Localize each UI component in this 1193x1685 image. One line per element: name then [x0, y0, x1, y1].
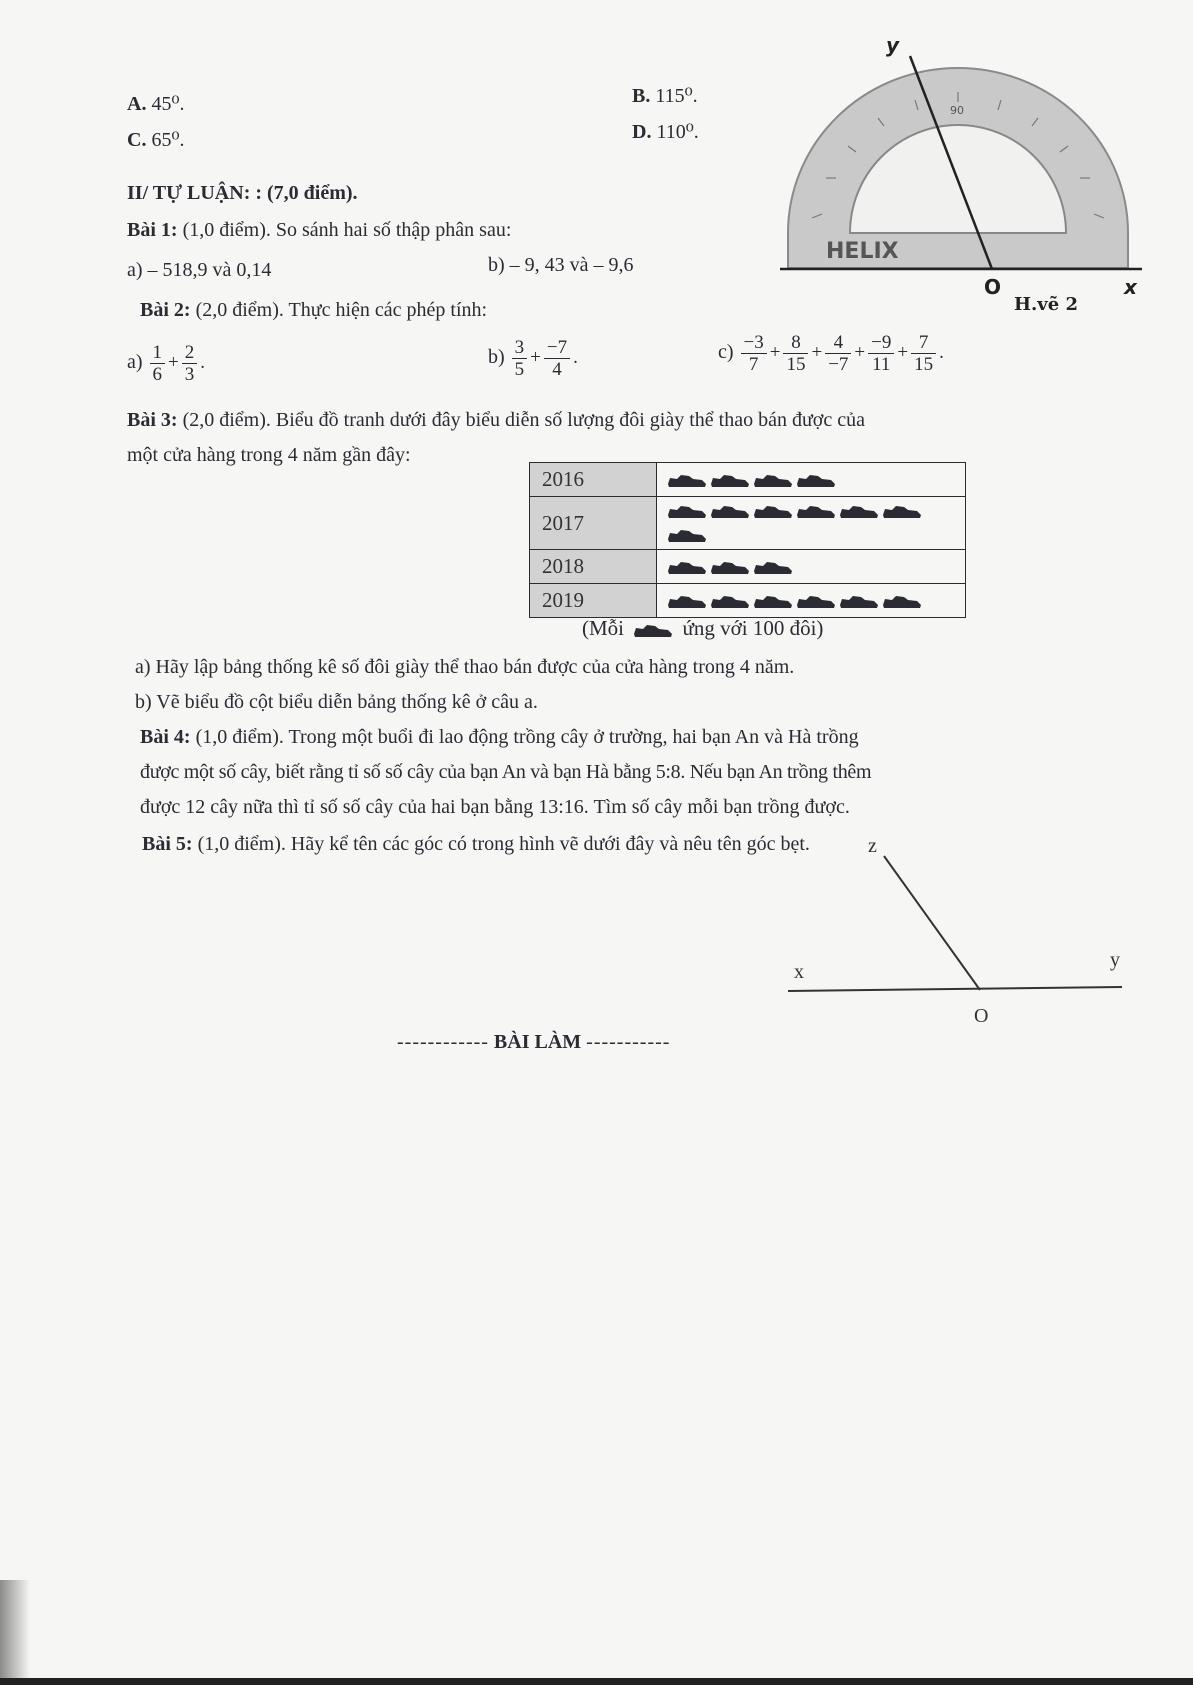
bai5-heading [142, 832, 810, 856]
shoe-icon [667, 503, 707, 519]
fraction: $\frac{4}{-7}$ [825, 332, 851, 375]
shoe-icon [796, 503, 836, 519]
answer-section-heading [397, 1030, 670, 1054]
shoe-icon [796, 472, 836, 488]
protractor-caption: H.vẽ 2 [1014, 294, 1078, 315]
bai1-label: Bài 1: [127, 219, 178, 241]
bai1-part-a: a) – 518,9 và 0,14 [127, 259, 272, 281]
pictogram-icons [657, 584, 966, 618]
shoe-icon [839, 503, 879, 519]
dashes-right: ----------- [586, 1031, 671, 1053]
pictogram-row [530, 463, 966, 497]
bai2-part-b: b) $\frac{3}{5}$ + $\frac{-7}{4}$ . [488, 336, 578, 380]
shoe-icon [753, 593, 793, 609]
option-b-key: B. [632, 85, 651, 107]
fraction: $\frac{1}{6}$ [150, 342, 166, 385]
pictogram-icons [657, 463, 966, 497]
pictogram-row [530, 550, 966, 584]
bai2-heading [140, 298, 487, 322]
unit-note-pre: (Mỗi [582, 616, 624, 640]
option-d-key: D. [632, 121, 652, 143]
bai3-question-b: b) Vẽ biểu đồ cột biểu diễn bảng thống kê ở câu a. [135, 691, 538, 713]
fig-label-o: O [974, 1005, 989, 1027]
bai2-part-a: a) $\frac{1}{6}$ + $\frac{2}{3}$ . [127, 341, 206, 385]
bai2-b-prefix: b) [488, 346, 505, 368]
ray-oz [884, 856, 980, 990]
option-b [632, 84, 698, 108]
option-b-text: 115⁰. [655, 85, 698, 107]
shoe-icon [710, 593, 750, 609]
pictogram-row [530, 497, 966, 550]
shoe-icon [667, 527, 707, 543]
pictogram-unit-note [582, 616, 823, 640]
shoe-icon [796, 593, 836, 609]
shoe-icon [753, 559, 793, 575]
pictogram-year: 2016 [530, 463, 657, 497]
bai2-a-prefix: a) [127, 351, 143, 373]
option-d [632, 120, 699, 144]
line-xy [788, 987, 1122, 991]
bai2-c-prefix: c) [718, 341, 734, 363]
option-c [127, 128, 184, 152]
bai3-question-a: a) Hãy lập bảng thống kê số đôi giày thể thao bán được của cửa hàng trong 4 năm. [135, 656, 795, 678]
shoe-icon [753, 472, 793, 488]
fraction: $\frac{2}{3}$ [182, 342, 198, 385]
scan-edge-shadow [0, 1580, 30, 1685]
unit-note-post: ứng với 100 đôi) [682, 616, 824, 640]
pictogram-table [529, 462, 966, 618]
bai4-line2: được một số cây, biết rằng tỉ số số cây của bạn An và bạn Hà bằng 5:8. Nếu bạn An trồng thêm [140, 761, 872, 783]
option-a [127, 92, 184, 116]
bai5-label: Bài 5: [142, 833, 193, 855]
option-a-text: 45⁰. [151, 93, 185, 115]
protractor-label-o: O [984, 275, 1002, 299]
bai3-line2: một cửa hàng trong 4 năm gần đây: [127, 444, 411, 466]
scan-bottom-edge [0, 1678, 1193, 1685]
fraction: $\frac{-3}{7}$ [741, 332, 767, 375]
protractor-90-mark: 90 [950, 104, 964, 117]
shoe-icon [633, 622, 673, 638]
fraction: $\frac{-9}{11}$ [868, 332, 894, 375]
fraction: $\frac{-7}{4}$ [544, 337, 570, 380]
shoe-icon [667, 472, 707, 488]
bai3-line1 [127, 408, 865, 432]
angle-figure [780, 832, 1130, 1032]
bai3-text-1: (2,0 điểm). Biểu đồ tranh dưới đây biểu diễn số lượng đôi giày thể thao bán được của [182, 409, 865, 431]
bai3-label: Bài 3: [127, 409, 178, 431]
fig-label-y: y [1110, 949, 1120, 971]
option-d-text: 110⁰. [656, 121, 699, 143]
bai2-part-c: c) $\frac{-3}{7}$ + $\frac{8}{15}$ + $\frac{4}{-7}$ + $\frac{-9}{11}$ + $\frac{7}{15}$ . [718, 331, 944, 375]
shoe-icon [710, 472, 750, 488]
bai1-part-b: b) – 9, 43 và – 9,6 [488, 254, 634, 276]
pictogram-icons [657, 550, 966, 584]
protractor-figure [770, 28, 1150, 328]
pictogram-icons [657, 497, 966, 550]
bai4-line3: được 12 cây nữa thì tỉ số số cây của hai bạn bằng 13:16. Tìm số cây mỗi bạn trồng được. [140, 796, 850, 818]
fraction: $\frac{3}{5}$ [512, 337, 528, 380]
shoe-icon [667, 593, 707, 609]
option-c-text: 65⁰. [151, 129, 185, 151]
bai4-text-1: (1,0 điểm). Trong một buổi đi lao động trồng cây ở trường, hai bạn An và Hà trồng [195, 726, 859, 748]
option-c-key: C. [127, 129, 147, 151]
option-a-key: A. [127, 93, 147, 115]
bai2-text: (2,0 điểm). Thực hiện các phép tính: [195, 299, 488, 321]
shoe-icon [753, 503, 793, 519]
answer-title: BÀI LÀM [493, 1031, 582, 1053]
pictogram-year: 2018 [530, 550, 657, 584]
bai4-label: Bài 4: [140, 726, 191, 748]
bai2-label: Bài 2: [140, 299, 191, 321]
fraction: $\frac{8}{15}$ [783, 332, 808, 375]
pictogram-year: 2017 [530, 497, 657, 550]
fraction: $\frac{7}{15}$ [911, 332, 936, 375]
section-2-title: II/ TỰ LUẬN: : (7,0 điểm). [127, 182, 358, 204]
fig-label-z: z [868, 835, 877, 857]
pictogram-row [530, 584, 966, 618]
pictogram-year: 2019 [530, 584, 657, 618]
bai5-text: (1,0 điểm). Hãy kể tên các góc có trong hình vẽ dưới đây và nêu tên góc bẹt. [197, 833, 810, 855]
shoe-icon [882, 593, 922, 609]
shoe-icon [839, 593, 879, 609]
protractor-brand: HELIX [826, 239, 899, 264]
bai1-heading [127, 218, 511, 242]
shoe-icon [710, 503, 750, 519]
shoe-icon [710, 559, 750, 575]
bai1-text: (1,0 điểm). So sánh hai số thập phân sau: [182, 219, 512, 241]
protractor-label-y: y [886, 33, 900, 57]
bai4-line1 [140, 725, 859, 749]
protractor-label-x: x [1124, 275, 1137, 299]
dashes-left: ------------ [397, 1031, 489, 1053]
shoe-icon [882, 503, 922, 519]
fig-label-x: x [794, 961, 804, 983]
shoe-icon [667, 559, 707, 575]
